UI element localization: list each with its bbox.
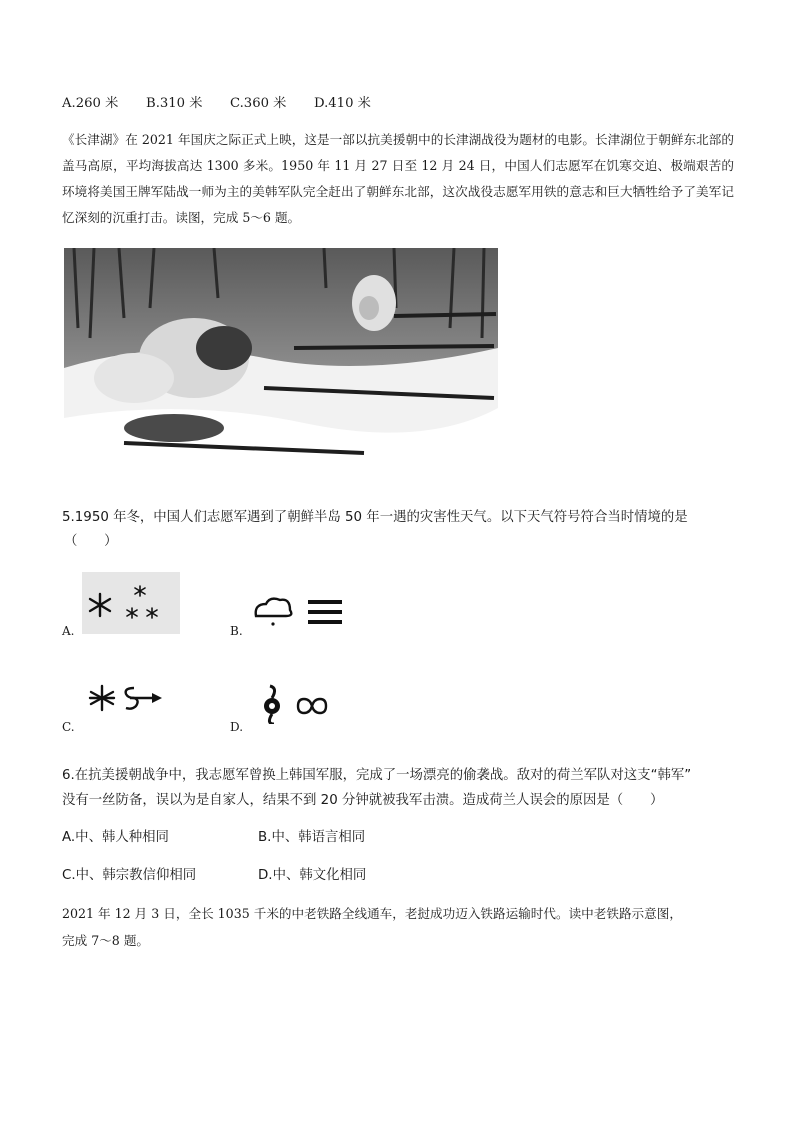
q5-label-d: D. <box>230 720 244 734</box>
q5-label-b: B. <box>230 624 243 638</box>
q4-option-a: A.260 米 <box>62 96 119 111</box>
q5-label-c: C. <box>62 720 75 734</box>
q4-option-b: B.310 米 <box>146 96 203 111</box>
q6-option-b: B.中、韩语言相同 <box>258 830 366 845</box>
q5-label-a: A. <box>62 624 75 638</box>
q5-stem-line2: （ ） <box>64 534 118 549</box>
q4-option-d: D.410 米 <box>314 96 371 111</box>
q4-option-c: C.360 米 <box>230 96 287 111</box>
q6-option-a: A.中、韩人种相同 <box>62 830 169 845</box>
intro-paragraph-5-6: 《长津湖》在 2021 年国庆之际正式上映，这是一部以抗美援朝中的长津湖战役为题材的电影。长津湖位于朝鲜东北部的盖马高原，平均海拔高达 1300 多米。1950 年 11 月 27 日至 12 月 24 日，中国人们志愿军在饥寒交迫、极端艰苦的环境将美国王牌军陆战一师为主的美韩军队完全赶出了朝鲜东北部，这次战役志愿军用铁的意志和巨大牺牲给予了美军记忆深刻的沉重打击。读图，完成 5～6 题。 <box>62 132 734 225</box>
fog-drizzle-symbol-icon <box>250 594 350 630</box>
q6-stem-line2: 没有一丝防备，误以为是自家人，结果不到 20 分钟就被我军击溃。造成荷兰人误会的原因是（ ） <box>62 793 664 808</box>
intro-7-8-line2: 完成 7～8 题。 <box>62 933 150 948</box>
snow-sandstorm-symbol-icon <box>86 680 166 716</box>
q6-option-d: D.中、韩文化相同 <box>258 868 367 883</box>
q6-option-c: C.中、韩宗教信仰相同 <box>62 868 197 883</box>
q5-stem-line1: 5.1950 年冬，中国人们志愿军遇到了朝鲜半岛 50 年一遇的灾害性天气。以下天气符号符合当时情境的是 <box>62 510 688 525</box>
snow-battlefield-photo <box>64 248 498 478</box>
snow-symbol-icon <box>82 572 180 634</box>
q6-stem-line1: 6.在抗美援朝战争中，我志愿军曾换上韩国军服，完成了一场漂亮的偷袭战。敌对的荷兰军队对这支“韩军” <box>62 768 692 783</box>
typhoon-haze-symbol-icon <box>258 684 328 724</box>
intro-7-8-line1: 2021 年 12 月 3 日，全长 1035 千米的中老铁路全线通车，老挝成功迈入铁路运输时代。读中老铁路示意图， <box>62 906 682 921</box>
